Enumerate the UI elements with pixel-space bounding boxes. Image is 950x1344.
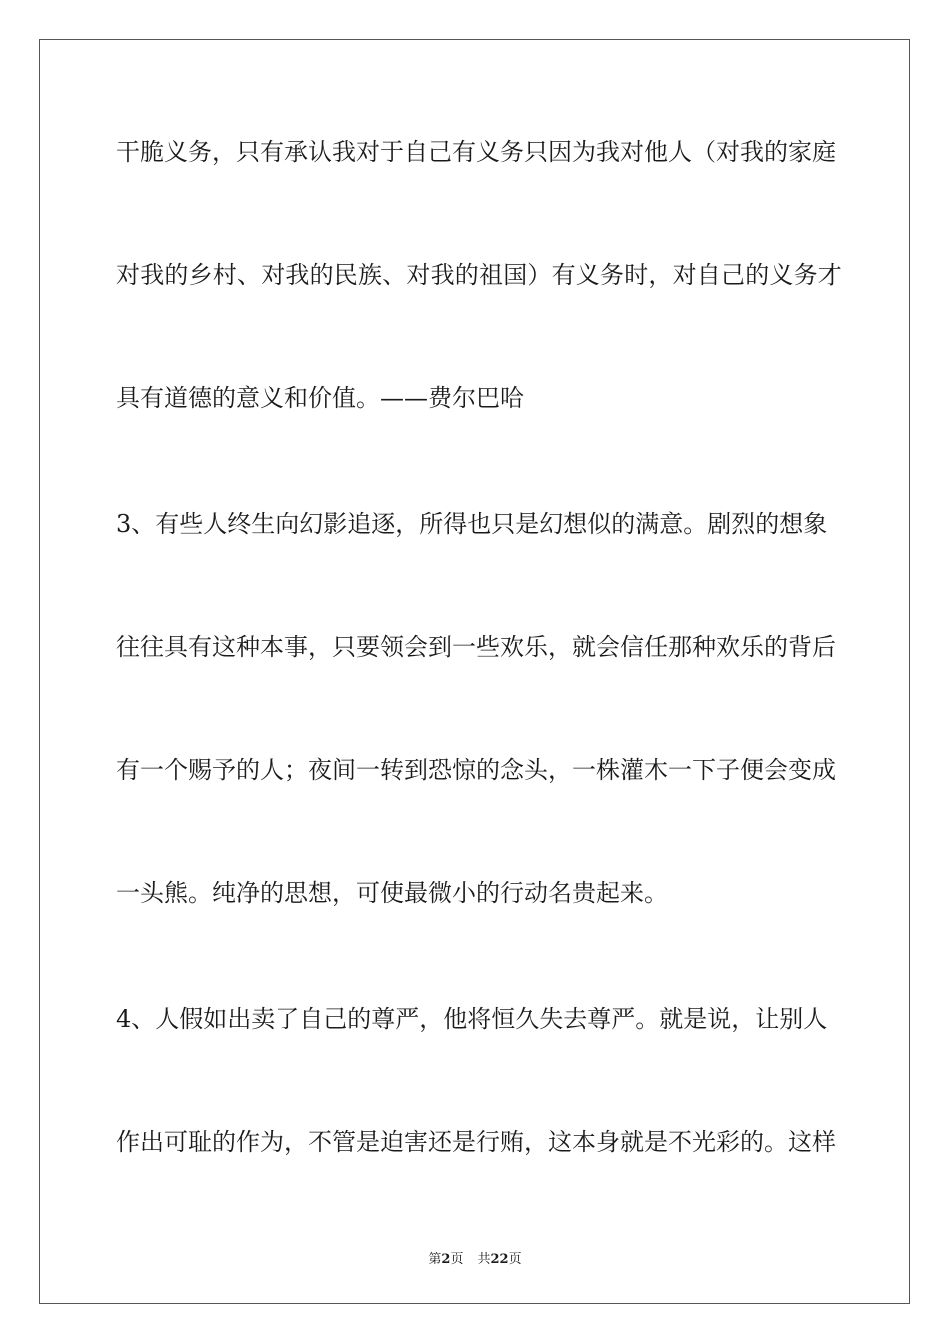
page-border: [39, 39, 910, 1304]
page-prefix: 第: [428, 1252, 442, 1267]
total-suffix: 页: [508, 1252, 522, 1267]
text-line-5: 往往具有这种本事，只要领会到一些欢乐，就会信任那种欢乐的背后: [116, 633, 836, 661]
total-pages: 22: [490, 1252, 509, 1267]
text-line-8: 4、人假如出卖了自己的尊严，他将恒久失去尊严。就是说，让别人: [116, 1005, 828, 1033]
page-footer: [0, 1248, 950, 1267]
page-number: 2: [441, 1252, 451, 1267]
text-line-9: 作出可耻的作为，不管是迫害还是行贿，这本身就是不光彩的。这样: [116, 1128, 836, 1156]
text-line-7: 一头熊。纯净的思想，可使最微小的行动名贵起来。: [116, 879, 668, 907]
text-line-3: 具有道德的意义和价值。——费尔巴哈: [116, 384, 524, 412]
text-line-6: 有一个赐予的人；夜间一转到恐惊的念头，一株灌木一下子便会变成: [116, 756, 836, 784]
text-line-1: 干脆义务，只有承认我对于自己有义务只因为我对他人（对我的家庭: [116, 138, 836, 166]
text-line-4: 3、有些人终生向幻影追逐，所得也只是幻想似的满意。剧烈的想象: [116, 510, 828, 538]
total-prefix: 共: [477, 1252, 491, 1267]
page-suffix: 页: [450, 1252, 464, 1267]
text-line-2: 对我的乡村、对我的民族、对我的祖国）有义务时，对自己的义务才: [116, 261, 842, 289]
